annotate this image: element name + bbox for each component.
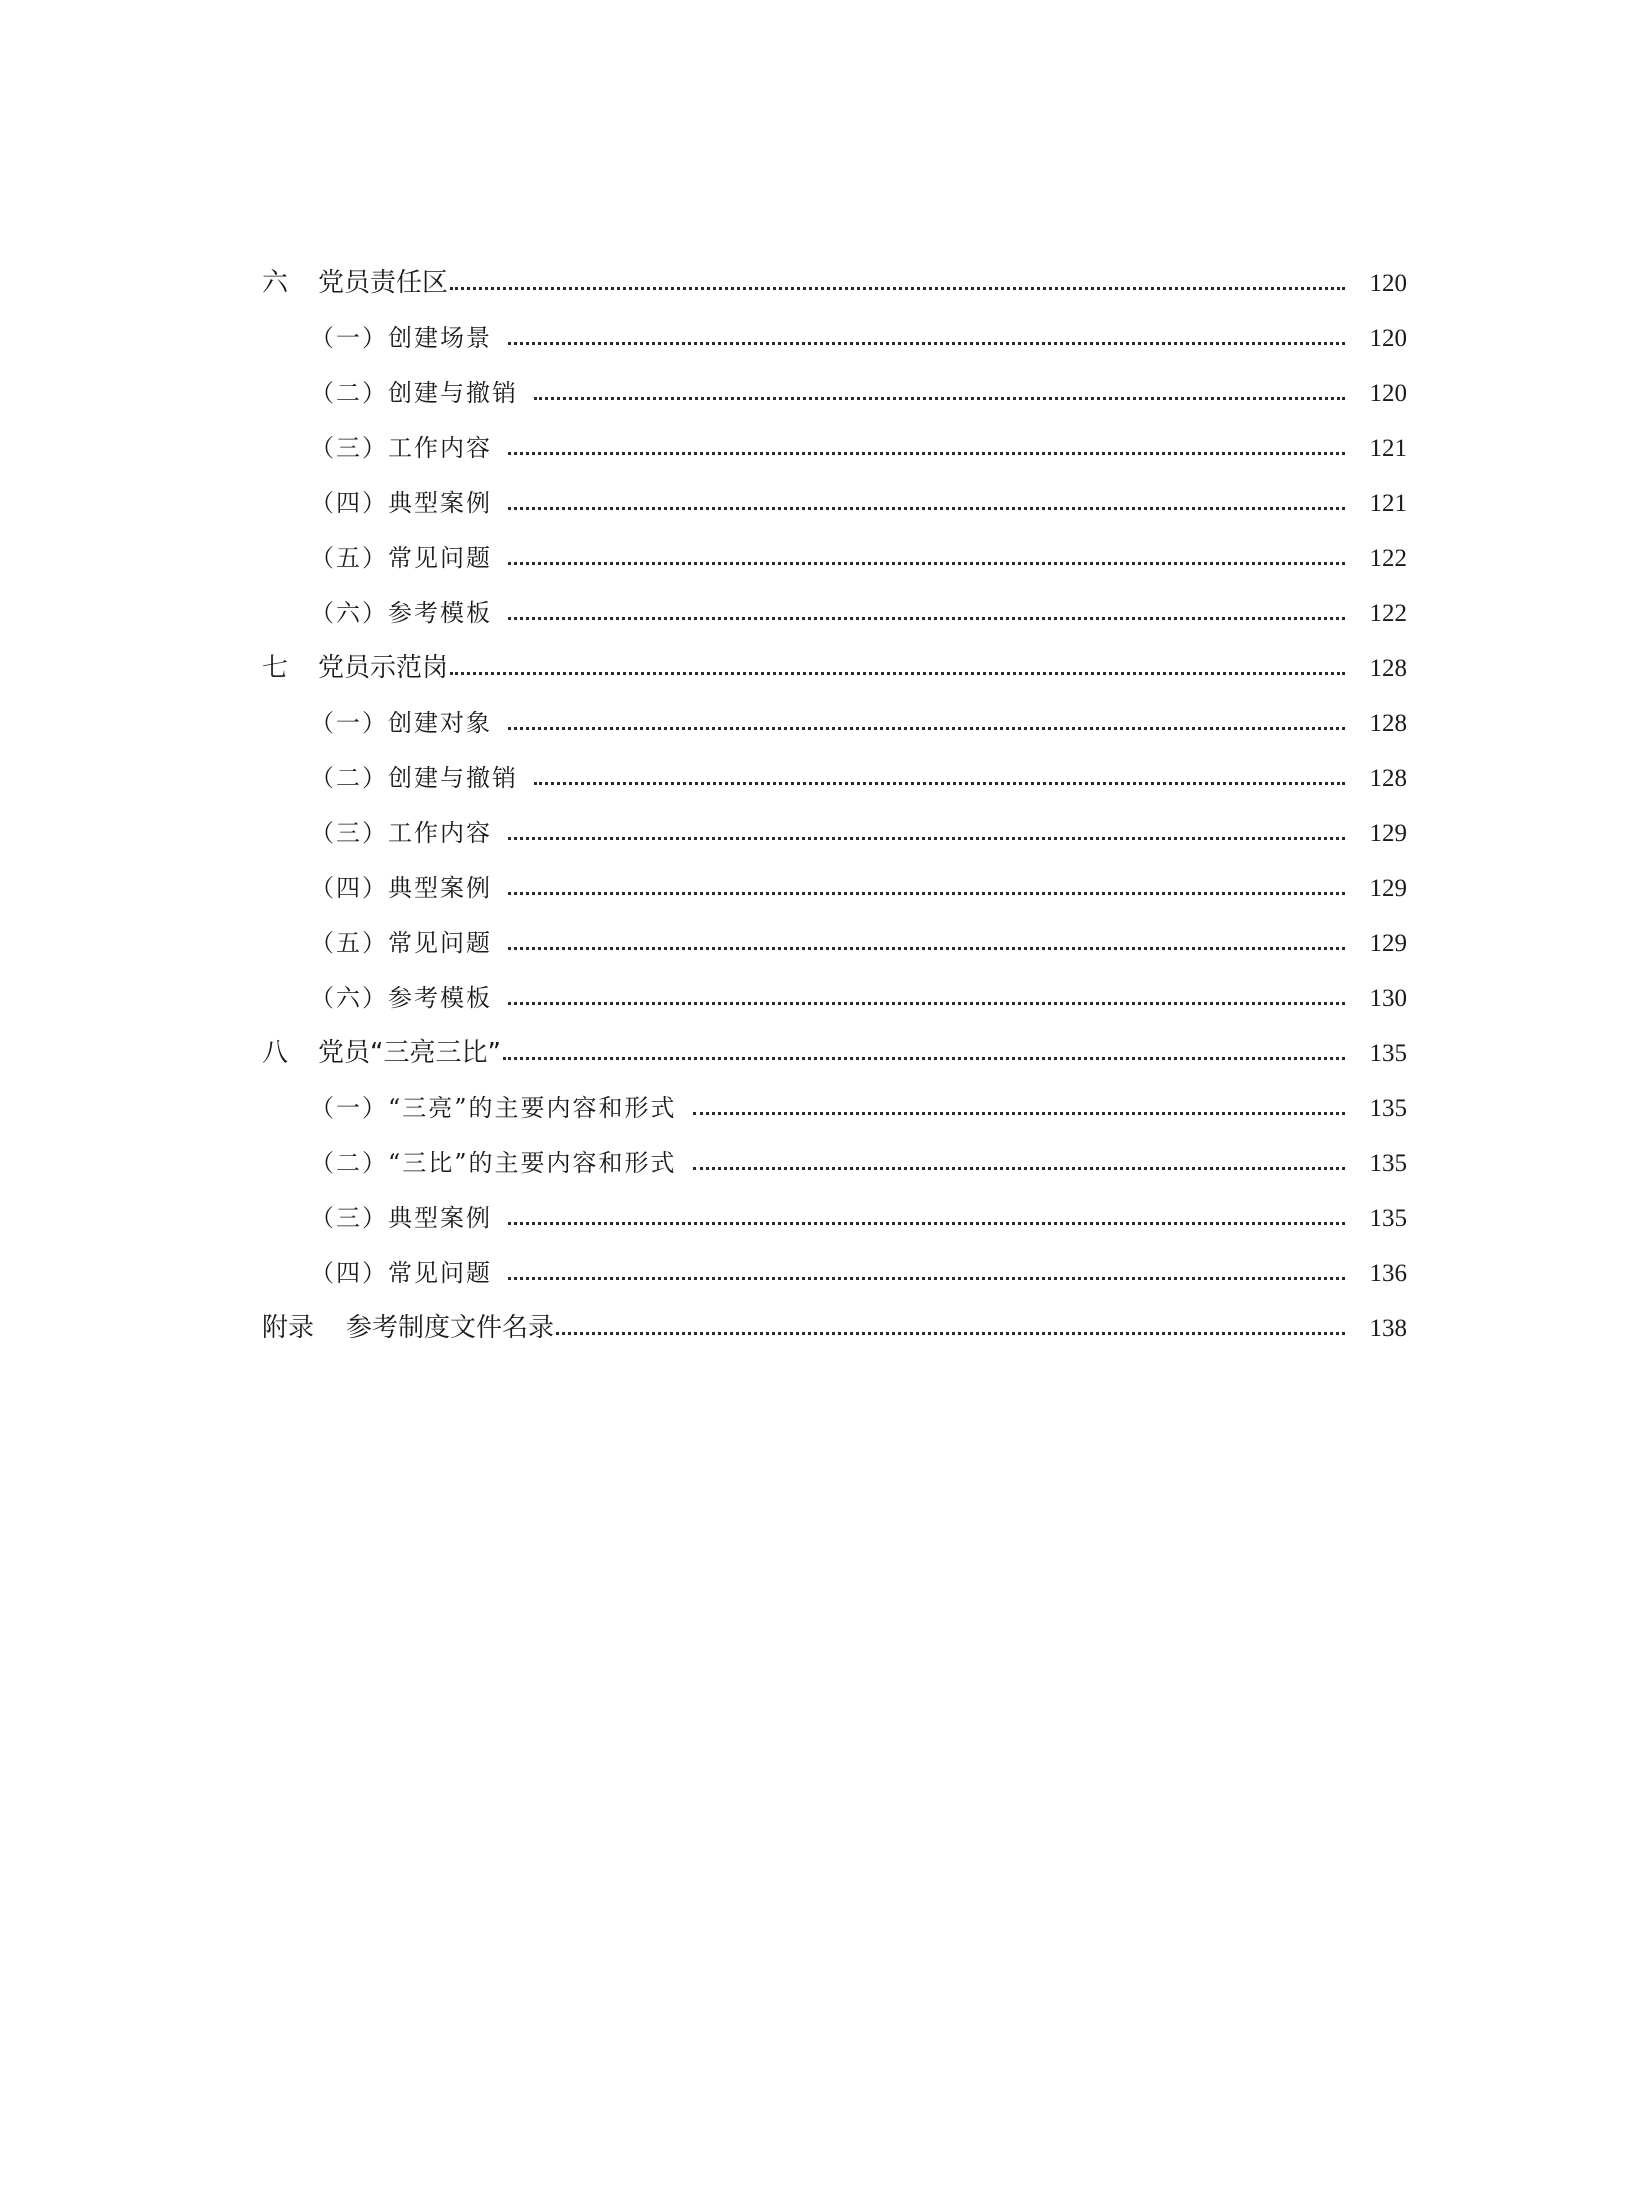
dot-leader — [508, 1221, 1345, 1225]
page-number: 130 — [1369, 985, 1407, 1012]
toc-section-row — [262, 1136, 1407, 1191]
toc-section-row — [262, 916, 1407, 971]
page-number: 138 — [1369, 1315, 1407, 1342]
page-number: 121 — [1369, 435, 1407, 462]
chapter-title: 参考制度文件名录 — [346, 1313, 555, 1343]
page-number: 121 — [1369, 490, 1407, 517]
section-title: （一）创建场景 — [310, 324, 492, 352]
section-title: （四）典型案例 — [310, 489, 492, 517]
page-number: 129 — [1369, 930, 1407, 957]
toc-section-row — [262, 1081, 1407, 1136]
page-number: 120 — [1369, 325, 1407, 352]
page-number: 129 — [1369, 875, 1407, 902]
page-number: 128 — [1369, 710, 1407, 737]
page-number: 128 — [1369, 655, 1407, 682]
dot-leader — [508, 451, 1345, 455]
section-title: （五）常见问题 — [310, 544, 492, 572]
dot-leader — [450, 671, 1345, 675]
dot-leader — [508, 726, 1345, 730]
toc-section-row — [262, 476, 1407, 531]
toc-section-row — [262, 311, 1407, 366]
page-number: 122 — [1369, 545, 1407, 572]
dot-leader — [534, 781, 1345, 785]
chapter-number: 附录 — [262, 1313, 315, 1343]
dot-leader — [508, 946, 1345, 950]
chapter-title: 党员责任区 — [318, 268, 449, 298]
chapter-title: 党员示范岗 — [318, 653, 449, 683]
section-title: （六）参考模板 — [310, 599, 492, 627]
page-number: 120 — [1369, 270, 1407, 297]
section-title: （四）典型案例 — [310, 874, 492, 902]
toc-section-row — [262, 1191, 1407, 1246]
section-title: （一）“三亮”的主要内容和形式 — [310, 1094, 677, 1122]
dot-leader — [693, 1166, 1345, 1170]
toc-section-row — [262, 696, 1407, 751]
toc-section-row — [262, 971, 1407, 1026]
table-of-contents — [262, 256, 1407, 1356]
dot-leader — [508, 341, 1345, 345]
section-title: （一）创建对象 — [310, 709, 492, 737]
section-title: （三）典型案例 — [310, 1204, 492, 1232]
toc-section-row — [262, 1246, 1407, 1301]
dot-leader — [450, 286, 1345, 290]
page-number: 135 — [1369, 1040, 1407, 1067]
toc-section-row — [262, 531, 1407, 586]
page-number: 122 — [1369, 600, 1407, 627]
page-number: 135 — [1369, 1150, 1407, 1177]
dot-leader — [503, 1056, 1345, 1060]
section-title: （二）创建与撤销 — [310, 764, 518, 792]
chapter-number: 七 — [262, 653, 289, 683]
dot-leader — [508, 561, 1345, 565]
section-title: （三）工作内容 — [310, 434, 492, 462]
dot-leader — [508, 891, 1345, 895]
dot-leader — [508, 506, 1345, 510]
dot-leader — [508, 616, 1345, 620]
dot-leader — [508, 1276, 1345, 1280]
toc-section-row — [262, 421, 1407, 476]
page-number: 128 — [1369, 765, 1407, 792]
chapter-number: 六 — [262, 268, 289, 298]
section-title: （二）“三比”的主要内容和形式 — [310, 1149, 677, 1177]
dot-leader — [508, 1001, 1345, 1005]
page-number: 120 — [1369, 380, 1407, 407]
toc-appendix-row — [262, 1301, 1407, 1356]
section-title: （二）创建与撤销 — [310, 379, 518, 407]
toc-chapter-row — [262, 641, 1407, 696]
toc-chapter-row — [262, 256, 1407, 311]
toc-section-row — [262, 366, 1407, 421]
dot-leader — [508, 836, 1345, 840]
toc-section-row — [262, 586, 1407, 641]
dot-leader — [693, 1111, 1345, 1115]
section-title: （五）常见问题 — [310, 929, 492, 957]
page-number: 129 — [1369, 820, 1407, 847]
page-number: 135 — [1369, 1205, 1407, 1232]
dot-leader — [534, 396, 1345, 400]
section-title: （四）常见问题 — [310, 1259, 492, 1287]
section-title: （六）参考模板 — [310, 984, 492, 1012]
section-title: （三）工作内容 — [310, 819, 492, 847]
chapter-number: 八 — [262, 1038, 289, 1068]
chapter-title: 党员“三亮三比” — [318, 1038, 501, 1068]
toc-section-row — [262, 861, 1407, 916]
dot-leader — [556, 1331, 1345, 1335]
toc-section-row — [262, 751, 1407, 806]
toc-section-row — [262, 806, 1407, 861]
toc-chapter-row — [262, 1026, 1407, 1081]
page-number: 136 — [1369, 1260, 1407, 1287]
page-number: 135 — [1369, 1095, 1407, 1122]
